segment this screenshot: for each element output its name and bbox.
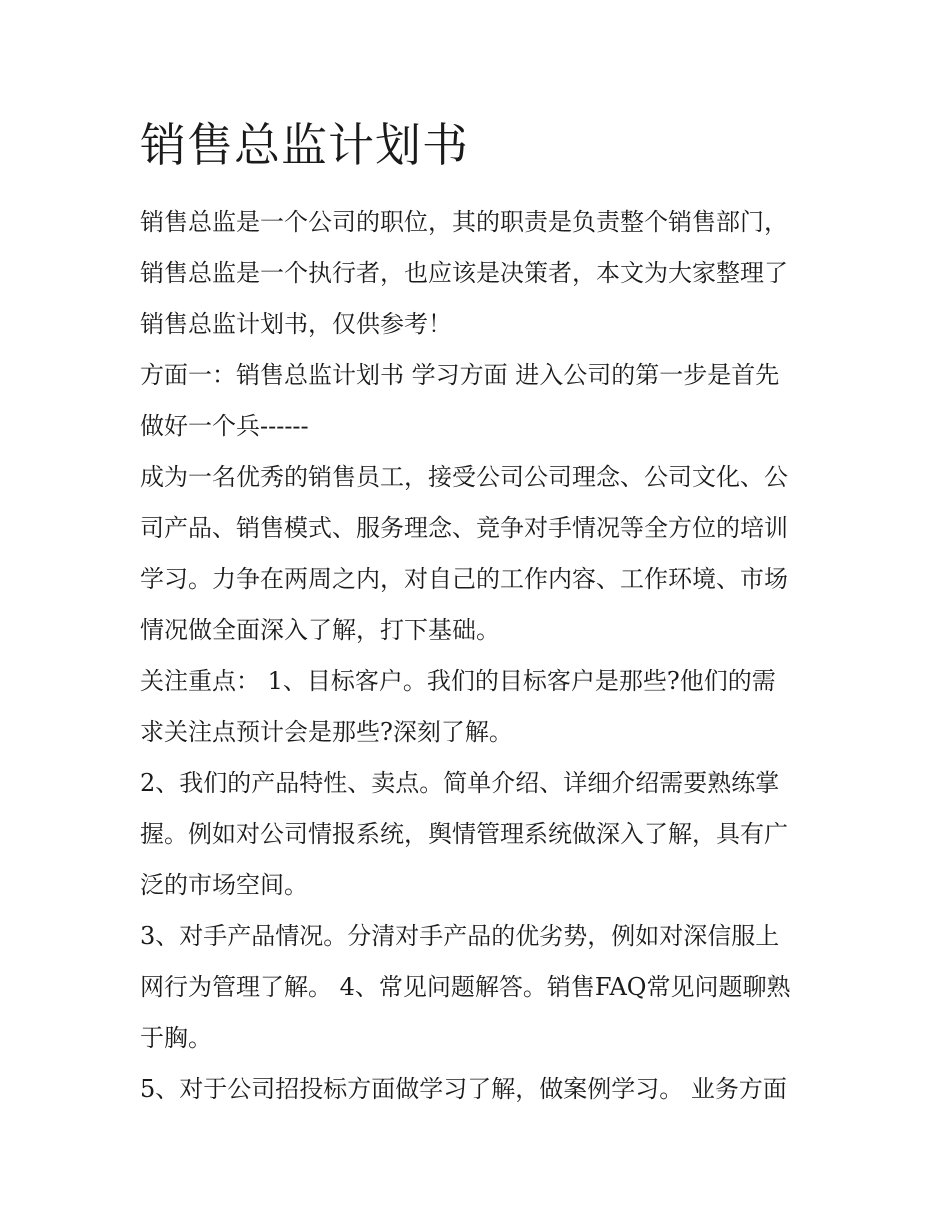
text-line: 方面一：销售总监计划书 学习方面 进入公司的第一步是首先	[140, 361, 780, 389]
text-line: 于胸。	[140, 1024, 212, 1052]
text-line: 3、对手产品情况。分清对手产品的优劣势，例如对深信服上	[140, 922, 780, 950]
text-line: 求关注点预计会是那些?深刻了解。	[140, 718, 513, 746]
text-line: 5、对于公司招投标方面做学习了解，做案例学习。 业务方面	[140, 1075, 787, 1103]
text-line: 成为一名优秀的销售员工，接受公司公司理念、公司文化、公	[140, 463, 788, 491]
text-line: 司产品、销售模式、服务理念、竞争对手情况等全方位的培训	[140, 514, 788, 542]
text-line: 2、我们的产品特性、卖点。简单介绍、详细介绍需要熟练掌	[140, 769, 780, 797]
text-line: 泛的市场空间。	[140, 871, 308, 899]
text-line: 做好一个兵------	[140, 412, 309, 440]
text-line: 销售总监计划书，仅供参考！	[140, 310, 452, 338]
document-body	[140, 197, 820, 1115]
text-line: 关注重点： 1、目标客户。我们的目标客户是那些?他们的需	[140, 667, 776, 695]
text-line: 销售总监是一个执行者，也应该是决策者，本文为大家整理了	[140, 259, 788, 287]
document-title: 销售总监计划书	[140, 118, 469, 172]
text-line: 情况做全面深入了解，打下基础。	[140, 616, 500, 644]
text-line: 销售总监是一个公司的职位，其的职责是负责整个销售部门，	[140, 208, 788, 236]
text-line: 握。例如对公司情报系统，舆情管理系统做深入了解，具有广	[140, 820, 788, 848]
text-line: 网行为管理了解。 4、常见问题解答。销售FAQ常见问题聊熟	[140, 973, 791, 1001]
text-line: 学习。力争在两周之内，对自己的工作内容、工作环境、市场	[140, 565, 788, 593]
